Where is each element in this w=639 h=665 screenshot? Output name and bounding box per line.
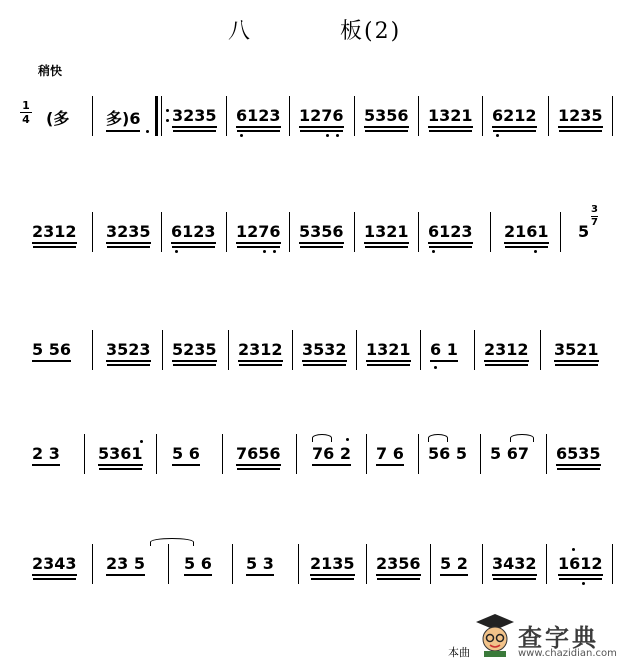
measure: 5 (578, 222, 590, 241)
low-octave-dot (326, 134, 329, 137)
time-signature-denominator: 4 (22, 113, 30, 126)
measure: 3432 (492, 554, 537, 576)
barline (474, 330, 475, 370)
barline (162, 330, 163, 370)
measure: 3235 (172, 106, 217, 128)
barline (546, 434, 547, 474)
barline (366, 544, 367, 584)
measure: 1321 (366, 340, 411, 362)
barline (289, 212, 290, 252)
measure: 2135 (310, 554, 355, 576)
measure: 多)6 (106, 106, 140, 132)
measure: 23 5 (106, 554, 145, 576)
barline (366, 434, 367, 474)
measure: 1276 (236, 222, 281, 244)
measure: 6123 (171, 222, 216, 244)
measure: 2312 (32, 222, 77, 244)
low-octave-dot (434, 366, 437, 369)
time-signature (20, 100, 32, 125)
measure: 56 5 (428, 444, 467, 463)
watermark-url: www.chazidian.com (518, 648, 617, 659)
low-octave-dot (273, 250, 276, 253)
barline (548, 96, 549, 136)
measure: 7656 (236, 444, 281, 466)
barline (418, 434, 419, 474)
barline (430, 544, 431, 584)
measure: 5 6 (184, 554, 212, 576)
measure: 6123 (428, 222, 473, 244)
barline (420, 330, 421, 370)
staff-row-4 (0, 434, 639, 494)
measure: 76 2 (312, 444, 351, 466)
measure: 3235 (106, 222, 151, 244)
measure: 1612 (558, 554, 603, 576)
low-octave-dot (146, 130, 149, 133)
measure: 1321 (428, 106, 473, 128)
time-signature-numerator: 1 (22, 99, 30, 112)
measure: 2356 (376, 554, 421, 576)
measure: 3521 (554, 340, 599, 362)
slur (150, 538, 194, 546)
barline (480, 434, 481, 474)
barline (612, 96, 613, 136)
title-part-1: 八 (228, 19, 253, 44)
staff-row-5 (0, 544, 639, 604)
measure: 5356 (364, 106, 409, 128)
measure-text: 5 56 (32, 340, 71, 362)
measure: 1321 (364, 222, 409, 244)
barline (289, 96, 290, 136)
slur (312, 434, 332, 442)
barline (482, 544, 483, 584)
barline (298, 544, 299, 584)
measure: 5361 (98, 444, 143, 466)
measure: 2312 (238, 340, 283, 362)
measure: (多 (46, 109, 70, 128)
barline (222, 434, 223, 474)
staff-row-3 (0, 330, 639, 390)
measure: 7 6 (376, 444, 404, 466)
measure: 2 3 (32, 444, 60, 466)
slur (510, 434, 534, 442)
staff-row-2 (0, 204, 639, 272)
barline (482, 96, 483, 136)
measure: 2312 (484, 340, 529, 362)
barline (354, 96, 355, 136)
measure: 1276 (299, 106, 344, 128)
measure: 2343 (32, 554, 77, 576)
barline (232, 544, 233, 584)
low-octave-dot (496, 134, 499, 137)
measure: 5356 (299, 222, 344, 244)
staff-row-1 (0, 96, 639, 156)
measure: 1235 (558, 106, 603, 128)
barline (560, 212, 561, 252)
low-octave-dot (582, 582, 585, 585)
barline (92, 96, 93, 136)
low-octave-dot (240, 134, 243, 137)
low-octave-dot (432, 250, 435, 253)
tempo-marking: 稍快 (38, 64, 63, 78)
grace-note-upper: 3 (591, 204, 598, 215)
measure: 5 6 (172, 444, 200, 466)
barline (546, 544, 547, 584)
barline (418, 96, 419, 136)
high-octave-dot (572, 548, 575, 551)
barline (540, 330, 541, 370)
measure: 2161 (504, 222, 549, 244)
barline (84, 434, 85, 474)
measure: 5 67 (490, 444, 529, 463)
high-octave-dot (140, 440, 143, 443)
barline (161, 212, 162, 252)
measure: 5235 (172, 340, 217, 362)
measure: 5 3 (246, 554, 274, 576)
barline (612, 544, 613, 584)
measure: 5 2 (440, 554, 468, 576)
watermark-brand: 查字典 (518, 624, 599, 652)
high-octave-dot (346, 438, 349, 441)
barline (356, 330, 357, 370)
title-part-2: 板(2) (340, 19, 402, 44)
low-octave-dot (175, 250, 178, 253)
barline (490, 212, 491, 252)
barline (228, 330, 229, 370)
low-octave-dot (534, 250, 537, 253)
barline (226, 96, 227, 136)
barline (292, 330, 293, 370)
barline (92, 212, 93, 252)
barline (418, 212, 419, 252)
low-octave-dot (336, 134, 339, 137)
measure: 6 1 (430, 340, 458, 362)
barline (226, 212, 227, 252)
measure: 6123 (236, 106, 281, 128)
watermark-prefix: 本曲 (448, 646, 470, 659)
barline (296, 434, 297, 474)
slur (428, 434, 448, 442)
barline (92, 330, 93, 370)
barline (168, 544, 169, 584)
measure (32, 340, 71, 359)
measure: 6535 (556, 444, 601, 466)
grace-note-lower: 7 (591, 217, 598, 228)
measure: 6212 (492, 106, 537, 128)
low-octave-dot (263, 250, 266, 253)
measure: 3532 (302, 340, 347, 362)
mascot-logo-icon (474, 612, 516, 658)
measure: 3523 (106, 340, 151, 362)
barline (156, 434, 157, 474)
barline (92, 544, 93, 584)
site-watermark (448, 610, 638, 665)
barline (354, 212, 355, 252)
